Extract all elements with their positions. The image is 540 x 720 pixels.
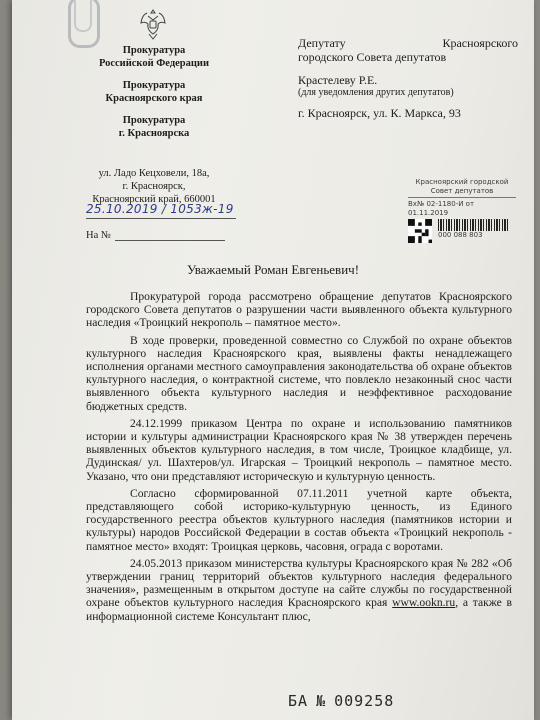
recipient-name: Крастелеву Р.Е. xyxy=(298,73,378,87)
handwritten-date-number: 25.10.2019 / 1053ж-19 xyxy=(86,202,236,219)
qr-code-icon xyxy=(408,219,432,243)
issuer-city: Прокуратура г. Красноярска xyxy=(118,115,190,139)
ookn-link[interactable]: www.ookn.ru xyxy=(392,596,456,610)
paragraph: Согласно сформированной 07.11.2011 учетной карте объекта, представляющего собой историко-культурную ценность, из Единого государственного реестра объектов культурного наследия (памятников истории и культуры) народов Российской Федерации в состав объекта «Троицкий некрополь - памятное место» входят: Троицкая церковь, часовня, ограда с воротами. xyxy=(86,486,512,553)
reply-to-field xyxy=(86,230,236,241)
paper-clip-inner xyxy=(74,0,92,32)
registration-number: Вх№ 02-1180-И от 01.11.2019 xyxy=(408,200,475,217)
recipient-council: городского Совета депутатов xyxy=(298,50,447,64)
double-headed-eagle-emblem-icon xyxy=(138,6,168,42)
issuer-federal: Прокуратура Российской Федерации xyxy=(98,45,210,69)
barcode-icon xyxy=(438,219,508,231)
form-serial-number: БА № 009258 xyxy=(288,692,395,710)
paragraph: В ходе проверки, проведенной совместно со Службой по охране объектов культурного наследия Красноярского края, выявлены факты ненадлежащего исполнения органами местного самоуправления законодательства об охране объектов культурного наследия, о контрактной системе, что повлекло незаконный снос части выявленного объекта культурного наследия и неэффективное расходование бюджетных средств. xyxy=(86,333,512,413)
issuer-regional: Прокуратура Красноярского края xyxy=(105,80,203,104)
recipient-note: (для уведомления других депутатов) xyxy=(298,87,454,98)
issuer-address: ул. Ладо Кецховели, 18а, г. Красноярск, Красноярский край, 660001 xyxy=(92,168,216,205)
recipient-address: г. Красноярск, ул. К. Маркса, 93 xyxy=(298,106,461,120)
letter-body xyxy=(86,290,512,627)
recipient-title: Депутату Красноярского xyxy=(298,36,518,50)
paragraph: Прокуратурой города рассмотрено обращение депутатов Красноярского городского Совета депутатов о разрушении части выявленного объекта культурного наследия «Троицкий некрополь – памятное место». xyxy=(86,290,512,330)
reply-to-line xyxy=(115,240,225,241)
registration-stamp: Красноярский городской Совет депутатов Вх№ 02-1180-И от 01.11.2019 000 088 803 xyxy=(408,178,516,243)
paragraph-last: 24.05.2013 приказом министерства культуры Красноярского края № 282 «Об утверждении границ территорий объектов культурного наследия федерального значения», размещенным в открытом доступе на сайте службы по государственной охране объектов культурного наследия Красноярского края www.ookn.ru, а также в информационной системе Консультант плюс, xyxy=(86,556,512,623)
issuer-block xyxy=(84,44,224,149)
letter-sheet xyxy=(12,0,534,720)
greeting: Уважаемый Роман Евгеньевич! xyxy=(186,262,360,277)
paragraph: 24.12.1999 приказом Центра по охране и использованию памятников истории и культуры администрации Красноярского края № 38 утвержден перечень выявленных объектов культурного наследия, в том числе, Троицкое кладбище, ул. Дудинская/ ул. Шахтеров/ул. Игарская – Троицкий некрополь – памятное место. Указано, что они представляют историческую и культурную ценность. xyxy=(86,416,512,483)
recipient-block xyxy=(298,36,518,120)
reply-to-label: На № xyxy=(86,230,111,241)
registration-code: 000 088 803 xyxy=(438,231,483,239)
